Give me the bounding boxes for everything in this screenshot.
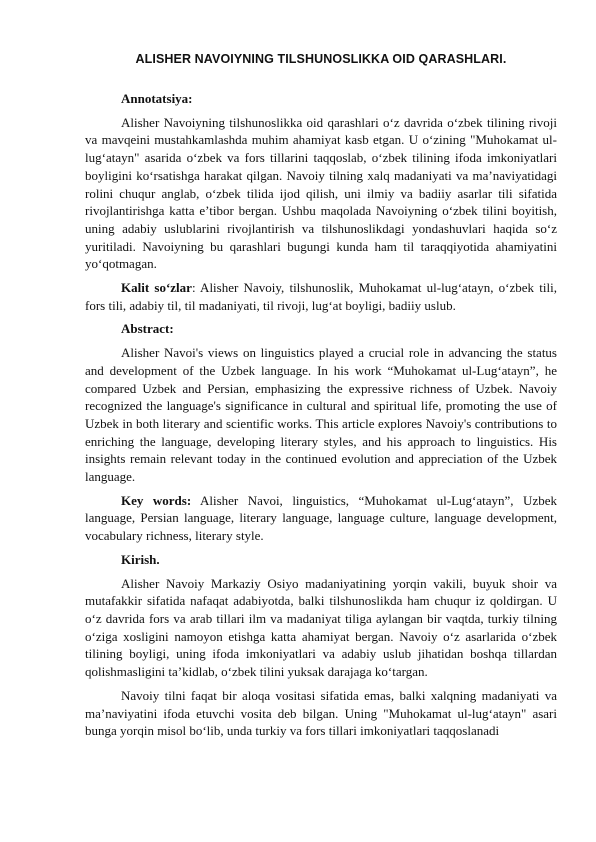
paper-title: ALISHER NAVOIYNING TILSHUNOSLIKKA OID QARASHLARI. bbox=[135, 52, 507, 66]
annotation-heading: Annotatsiya: bbox=[121, 91, 193, 106]
keywords-uz-label: Kalit so‘zlar bbox=[121, 280, 192, 296]
abstract-paragraph: Alisher Navoi's views on linguistics played a crucial role in advancing the status and development of the Uzbek language. In his work “Muhokamat ul-Lug‘atayn”, he compared Uzbek and Persian, emphasizing the expressive richness of Uzbek. Navoiy recognized the language's significance in cultural and spiritual life, promoting the use of Uzbek in both literary and scientific works. This article explores Navoiy's contributions to enriching the language, developing literary styles, and his approach to linguistics. His insights remain relevant today in the continued evolution and appreciation of the Uzbek language. bbox=[85, 345, 557, 485]
intro-paragraph-2: Navoiy tilni faqat bir aloqa vositasi sifatida emas, balki xalqning madaniyati va ma’naviyatini ifoda etuvchi vosita deb bilgan. Uning "Muhokamat ul-lug‘atayn" asari bunga yorqin misol bo‘lib, unda turkiy va fors tillari imkoniyatlari taqqoslanadi bbox=[85, 687, 557, 739]
document-page bbox=[85, 52, 557, 746]
keywords-en-text: Alisher Navoi, linguistics, “Muhokamat ul-Lug‘atayn”, Uzbek language, Persian language, literary language, language culture, language development, vocabulary richness, literary style. bbox=[85, 492, 557, 544]
keywords-en-paragraph bbox=[85, 492, 557, 545]
keywords-uz-paragraph bbox=[85, 279, 557, 314]
intro-paragraph-1: Alisher Navoiy Markaziy Osiyo madaniyatining yorqin vakili, buyuk shoir va mutafakkir sifatida nafaqat adabiyotda, balki tilshunoslikda ham chuqur iz qoldirgan. U o‘z davrida fors va arab tillari ilm va madaniyat tiliga aylangan bir vaqtda, turkiy tilning o‘ziga xosligini namoyon etishga katta ahamiyat bergan. Navoiy o‘z asarlarida o‘zbek tilining boyligi, uning ifoda imkoniyatlari va adabiy uslub jihatidan boshqa tillardan qolishmasligini ta’kidlab, o‘zbek tilini yuksak darajaga ko‘targan. bbox=[85, 575, 557, 680]
intro-heading: Kirish. bbox=[121, 551, 160, 567]
keywords-uz-text: : Alisher Navoiy, tilshunoslik, Muhokamat ul-lug‘atayn, o‘zbek tili, fors tili, adabiy til, til madaniyati, til rivoji, lug‘at boyligi, badiiy uslub. bbox=[85, 280, 557, 313]
abstract-heading: Abstract: bbox=[121, 321, 174, 337]
annotation-paragraph: Alisher Navoiyning tilshunoslikka oid qarashlari o‘z davrida o‘zbek tilining rivoji va mavqeini mustahkamlashda muhim ahamiyat kasb etgan. U o‘zining "Muhokamat ul-lug‘atayn" asarida o‘zbek va fors tillarini taqqoslab, o‘zbek tilining ifoda imkoniyatlari boyligini ko‘rsatishga harakat qilgan. Navoiy tilning xalq madaniyati va ma’naviyatidagi rolini chuqur anglab, o‘zbek tilida ijod qilish, uni ilmiy va badiiy asarlar tili sifatida rivojlantirishga katta e’tibor bergan. Ushbu maqolada Navoiyning o‘zbek tilini boyitish, uning adabiy uslublarini rivojlantirish va tilshunoslikdagi yondashuvlari haqida so‘z yuritiladi. Navoiyning bu qarashlari bugungi kunda ham til taraqqiyotida ahamiyatini yo‘qotmagan. bbox=[85, 114, 557, 272]
keywords-en-label: Key words: bbox=[121, 492, 192, 508]
